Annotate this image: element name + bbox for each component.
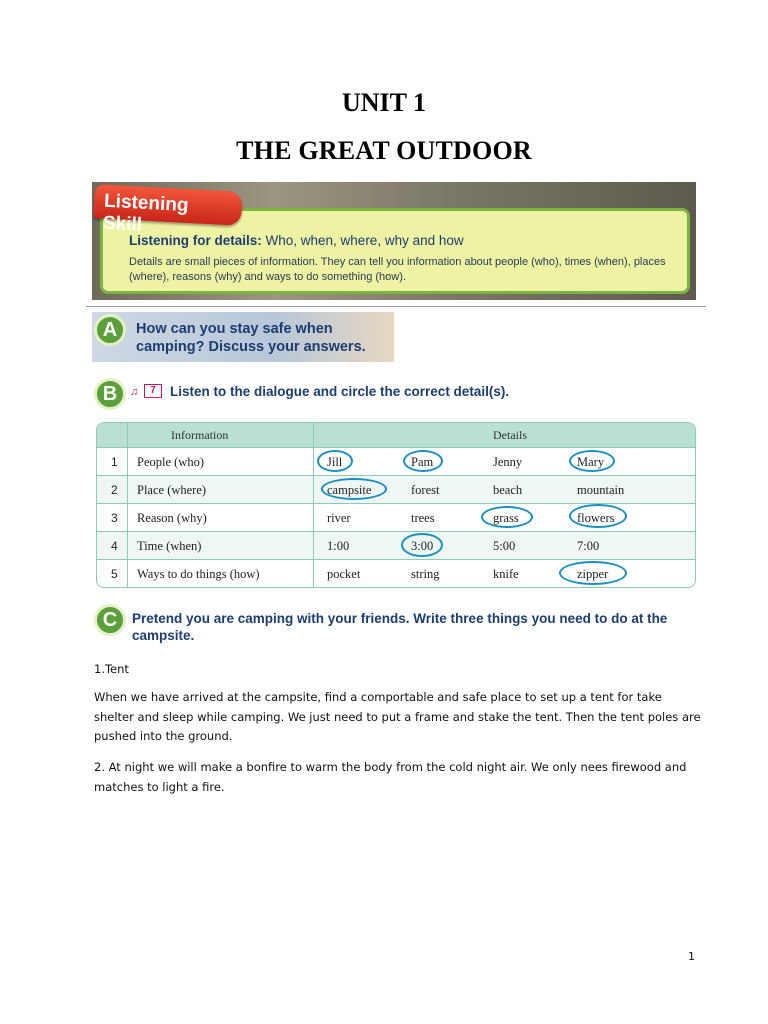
listening-skill-box: [92, 182, 696, 300]
row-number: 3: [111, 511, 118, 525]
answer-circle: [403, 450, 443, 472]
detail-cell: knife: [493, 567, 519, 581]
section-a-badge: A: [94, 314, 126, 346]
detail-cell: trees: [411, 511, 435, 525]
answer-circle: [321, 478, 387, 500]
unit-subtitle: THE GREAT OUTDOOR: [236, 136, 532, 165]
section-a-line2: camping? Discuss your answers.: [136, 339, 366, 355]
detail-cell: river: [327, 511, 351, 525]
detail-cell: Jill: [327, 455, 343, 469]
section-a-line1: How can you stay safe when: [136, 321, 333, 337]
answer-item1-title: 1.Tent: [94, 662, 129, 676]
detail-cell: Jenny: [493, 455, 523, 469]
divider-line: [86, 306, 706, 307]
page-number: 1: [688, 950, 695, 963]
row-number: 5: [111, 567, 118, 581]
answer-circle: [559, 561, 627, 585]
detail-cell: string: [411, 567, 440, 581]
row-info: Place (where): [137, 483, 207, 497]
section-b-instruction: Listen to the dialogue and circle the correct detail(s).: [170, 384, 510, 399]
row-info: People (who): [137, 455, 204, 469]
header-information: Information: [171, 428, 229, 442]
answer-item1-body: When we have arrived at the campsite, find a comportable and safe place to set up a tent for take shelter and sleep while camping. We just need to put a frame and stake the tent. Then the tent poles are pushed into the ground.: [94, 690, 701, 743]
table-header: [97, 423, 696, 447]
detail-cell: 3:00: [411, 539, 434, 553]
heading-rest: Who, when, where, why and how: [261, 233, 464, 248]
listening-skill-badge: Listening Skill: [93, 184, 243, 226]
heading-bold: Listening for details:: [129, 233, 262, 248]
detail-cell: campsite: [327, 483, 372, 497]
detail-cell: grass: [493, 511, 519, 525]
details-table: [96, 422, 696, 588]
row-info: Time (when): [137, 539, 202, 553]
row-number: 2: [111, 483, 118, 497]
detail-cell: 5:00: [493, 539, 516, 553]
section-c-instruction: Pretend you are camping with your friends. Write three things you need to do at the campsite.: [132, 611, 668, 643]
audio-track-number: 7: [144, 384, 162, 398]
header-details: Details: [493, 428, 527, 442]
answer-circle: [481, 506, 533, 528]
detail-cell: Pam: [411, 455, 434, 469]
detail-cell: pocket: [327, 567, 361, 581]
audio-track-icon: ♫: [130, 386, 139, 398]
section-a-banner: [92, 312, 394, 362]
answer-circle: [401, 533, 443, 557]
answer-item2-body: 2. At night we will make a bonfire to warm the body from the cold night air. We only nees firewood and matches to light a fire.: [94, 760, 687, 794]
row-number: 1: [111, 455, 118, 469]
row-number: 4: [111, 539, 118, 553]
answer-circle: [569, 504, 627, 528]
detail-cell: 1:00: [327, 539, 350, 553]
section-a-prompt: [136, 320, 366, 356]
detail-cell: 7:00: [577, 539, 600, 553]
section-c-badge: C: [94, 604, 126, 636]
answer-circle: [317, 450, 353, 472]
section-b-badge: B: [94, 378, 126, 410]
table-row: [97, 475, 696, 503]
listening-skill-body: Details are small pieces of information. They can tell you information about people (who), times (when), places (where), reasons (why) and ways to do something (how).: [129, 256, 666, 283]
row-info: Ways to do things (how): [137, 567, 260, 581]
detail-cell: zipper: [577, 567, 609, 581]
row-info: Reason (why): [137, 511, 207, 525]
detail-cell: mountain: [577, 483, 625, 497]
detail-cell: forest: [411, 483, 440, 497]
detail-cell: flowers: [577, 511, 615, 525]
detail-cell: beach: [493, 483, 523, 497]
detail-cell: Mary: [577, 455, 605, 469]
column-divider: [127, 423, 128, 588]
column-divider: [313, 423, 314, 588]
listening-skill-heading: [129, 233, 464, 248]
answer-circle: [569, 450, 615, 472]
table-row: [97, 531, 696, 559]
unit-title: UNIT 1: [341, 88, 427, 117]
